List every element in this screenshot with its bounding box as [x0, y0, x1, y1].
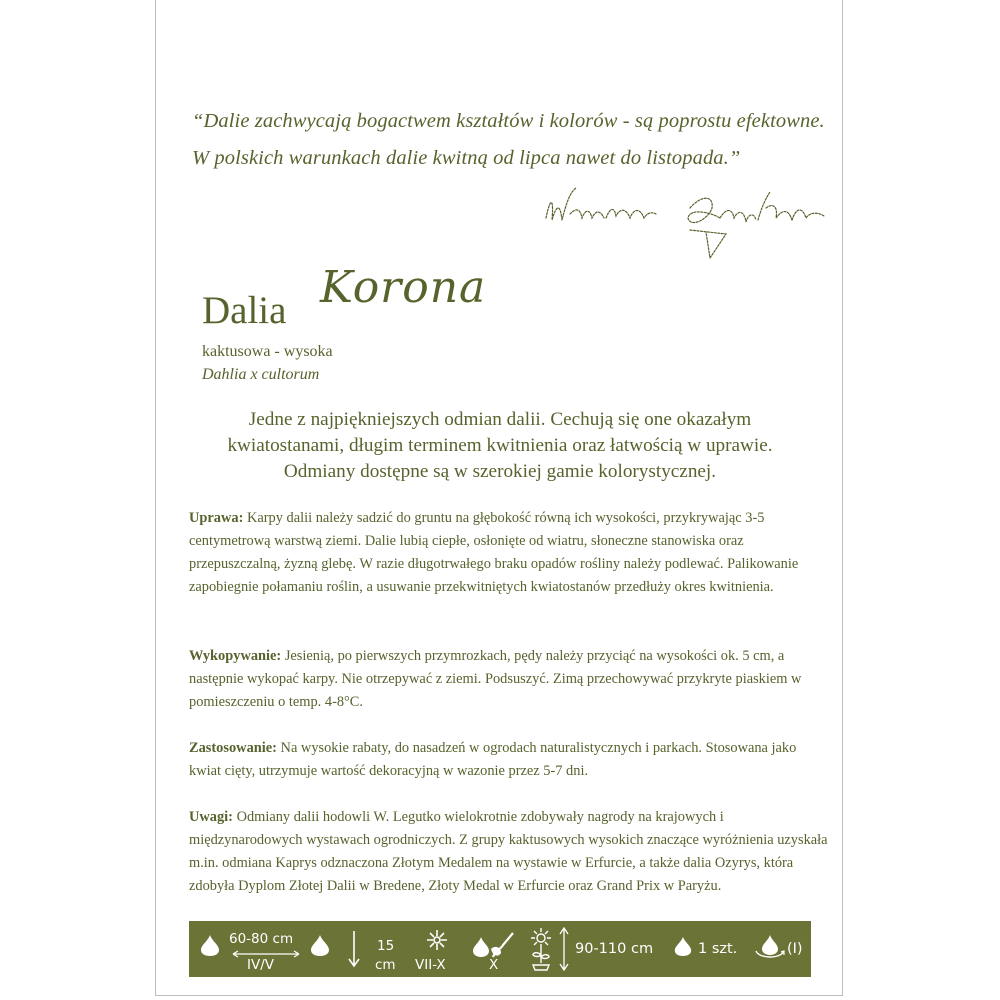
section-label: Uprawa: — [189, 510, 244, 526]
quote-line-2: W polskich warunkach dalie kwitną od lipca nawet do listopada.” — [192, 147, 741, 169]
depth-arrow-icon — [347, 929, 361, 969]
tuber-icon — [673, 935, 693, 957]
flower-icon — [426, 929, 448, 951]
quote — [192, 103, 832, 177]
section-uwagi — [189, 806, 829, 898]
height-range: 90-110 cm — [575, 941, 654, 957]
section-label: Wykopywanie: — [189, 648, 282, 664]
quantity: 1 szt. — [698, 941, 738, 957]
section-zastosowanie — [189, 737, 829, 783]
section-wykopywanie — [189, 645, 829, 714]
spacing-value: 60-80 cm — [229, 931, 294, 947]
title-script: Korona — [320, 262, 487, 313]
section-text: Karpy dalii należy sadzić do gruntu na głębokość równą ich wysokości, przykrywając 3-5 centymetrową warstwą ziemi. Dalie lubią ciepłe, osłonięte od wiatru, słoneczne stanowiska oraz przepuszczalną, żyzną glebę. W razie długotrwałego braku opadów rośliny należy podlewać. Palikowanie zapobiegnie połamaniu roślin, a usuwanie przekwitniętych kwiatostanów przedłuży okres kwitnienia. — [189, 510, 799, 595]
section-text: Odmiany dalii hodowli W. Legutko wielokrotnie zdobywały nagrody na krajowych i międzynarodowych wystawach ogrodniczych. Z grupy kaktusowych wysokich znaczące wyróżnienia uzyskała m.in. odmiana Kaprys odznaczona Złotym Medalem na wystawie w Erfurcie, a także dalia Ozyrys, która zdobyła Dyplom Złotej Dalii w Bredene, Złoty Medal w Erfurcie oraz Grand Prix w Paryżu. — [189, 809, 828, 894]
plant-icon — [529, 927, 553, 971]
product-title — [200, 258, 520, 338]
quote-line-1: “Dalie zachwycają bogactwem kształtów i kolorów - są poprostu efektowne. — [192, 110, 825, 132]
subtitle: kaktusowa - wysoka — [202, 343, 333, 360]
section-text: Jesienią, po pierwszych przymrozkach, pędy należy przyciąć na wysokości ok. 5 cm, a następnie wykopać karpy. Nie otrzepywać z ziemi. Podsuszyć. Zimą przechowywać przykryte piaskiem w pomieszczeniu o temp. 4-8°C. — [189, 648, 802, 710]
planting-time: IV/V — [247, 957, 274, 973]
height-arrow-icon — [559, 927, 569, 971]
dig-tuber-icon — [471, 929, 517, 959]
latin-name: Dahlia x cultorum — [202, 366, 320, 383]
depth-unit: cm — [375, 957, 396, 973]
info-bar — [189, 921, 811, 977]
signature-image — [540, 178, 830, 268]
intro-paragraph: Jedne z najpiękniejszych odmian dalii. Cechują się one okazałym kwiatostanami, długim terminem kwitnienia oraz łatwością w uprawie. Odmiany dostępne są w szerokiej gamie kolorystycznej. — [227, 409, 773, 482]
depth-value: 15 — [377, 938, 395, 954]
tuber-soil-icon — [753, 933, 787, 961]
digging-month: X — [489, 957, 499, 973]
group-label: (I) — [787, 941, 803, 957]
section-text: Na wysokie rabaty, do nasadzeń w ogrodach naturalistycznych i parkach. Stosowana jako kwiat cięty, utrzymuje wartość dekoracyjną w wazonie przez 5-7 dni. — [189, 740, 797, 779]
section-uprawa — [189, 507, 829, 599]
title-plain: Dalia — [202, 289, 287, 332]
tuber-icon — [199, 933, 221, 957]
tuber-icon — [309, 933, 331, 957]
section-label: Zastosowanie: — [189, 740, 277, 756]
section-label: Uwagi: — [189, 809, 233, 825]
flowering-period: VII-X — [415, 957, 446, 973]
